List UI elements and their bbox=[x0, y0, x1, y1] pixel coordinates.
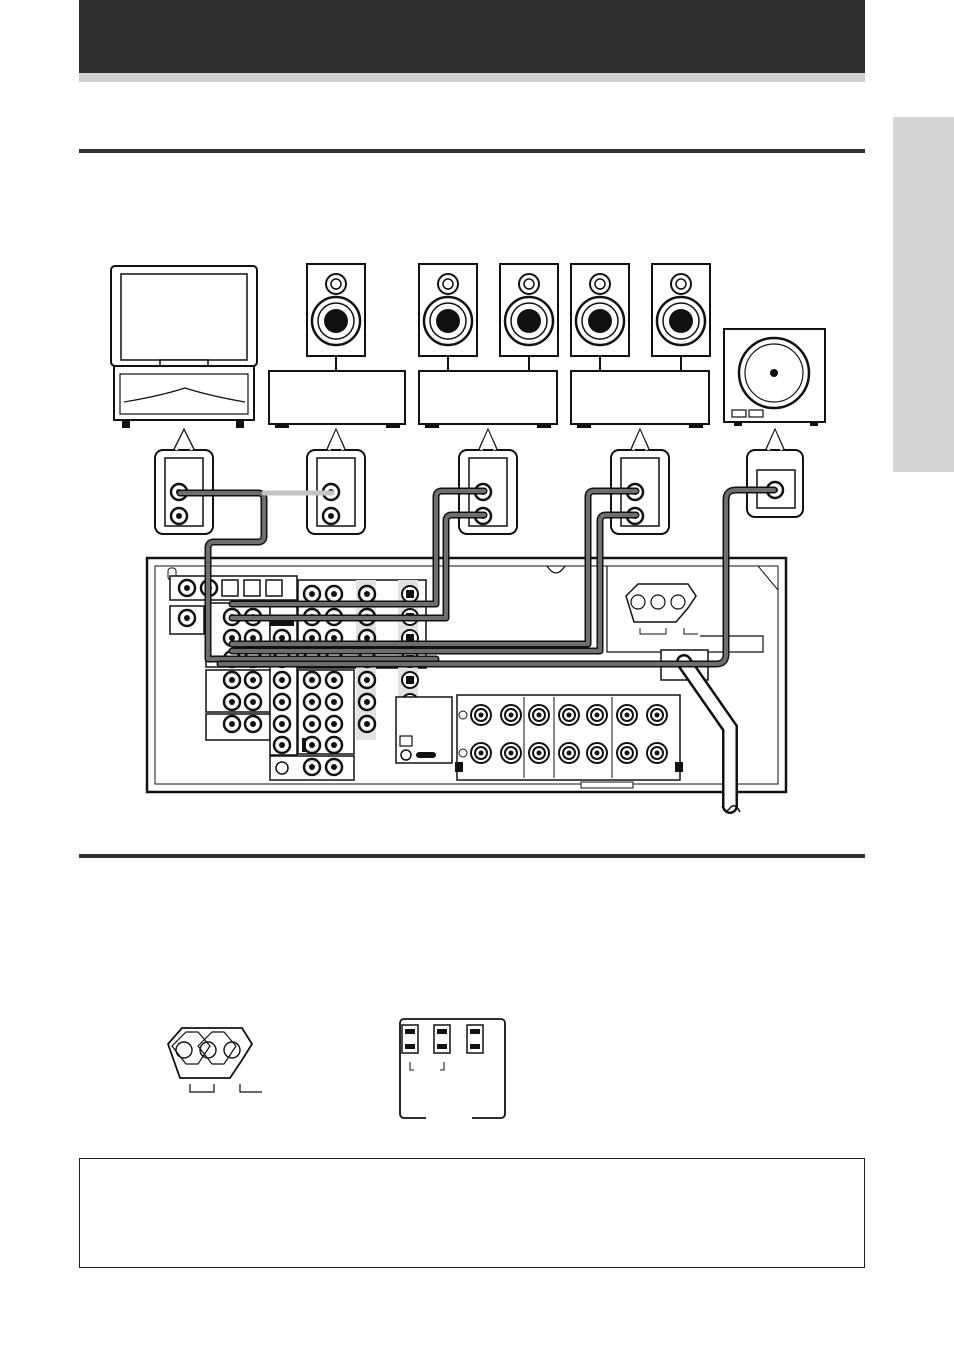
subwoofer-input-jack bbox=[747, 430, 803, 517]
note-box bbox=[79, 1158, 865, 1268]
tv-monitor bbox=[111, 266, 257, 428]
tv-input-jacks bbox=[155, 430, 213, 534]
subwoofer bbox=[724, 329, 825, 426]
ac-outlet-detail bbox=[168, 1028, 262, 1092]
surround-speakers-amp bbox=[571, 264, 710, 428]
front-speakers-amp bbox=[419, 264, 558, 428]
center-amp-input-jacks bbox=[307, 430, 365, 534]
impedance-selector-detail bbox=[400, 1019, 505, 1118]
center-speaker-amp bbox=[269, 264, 405, 428]
